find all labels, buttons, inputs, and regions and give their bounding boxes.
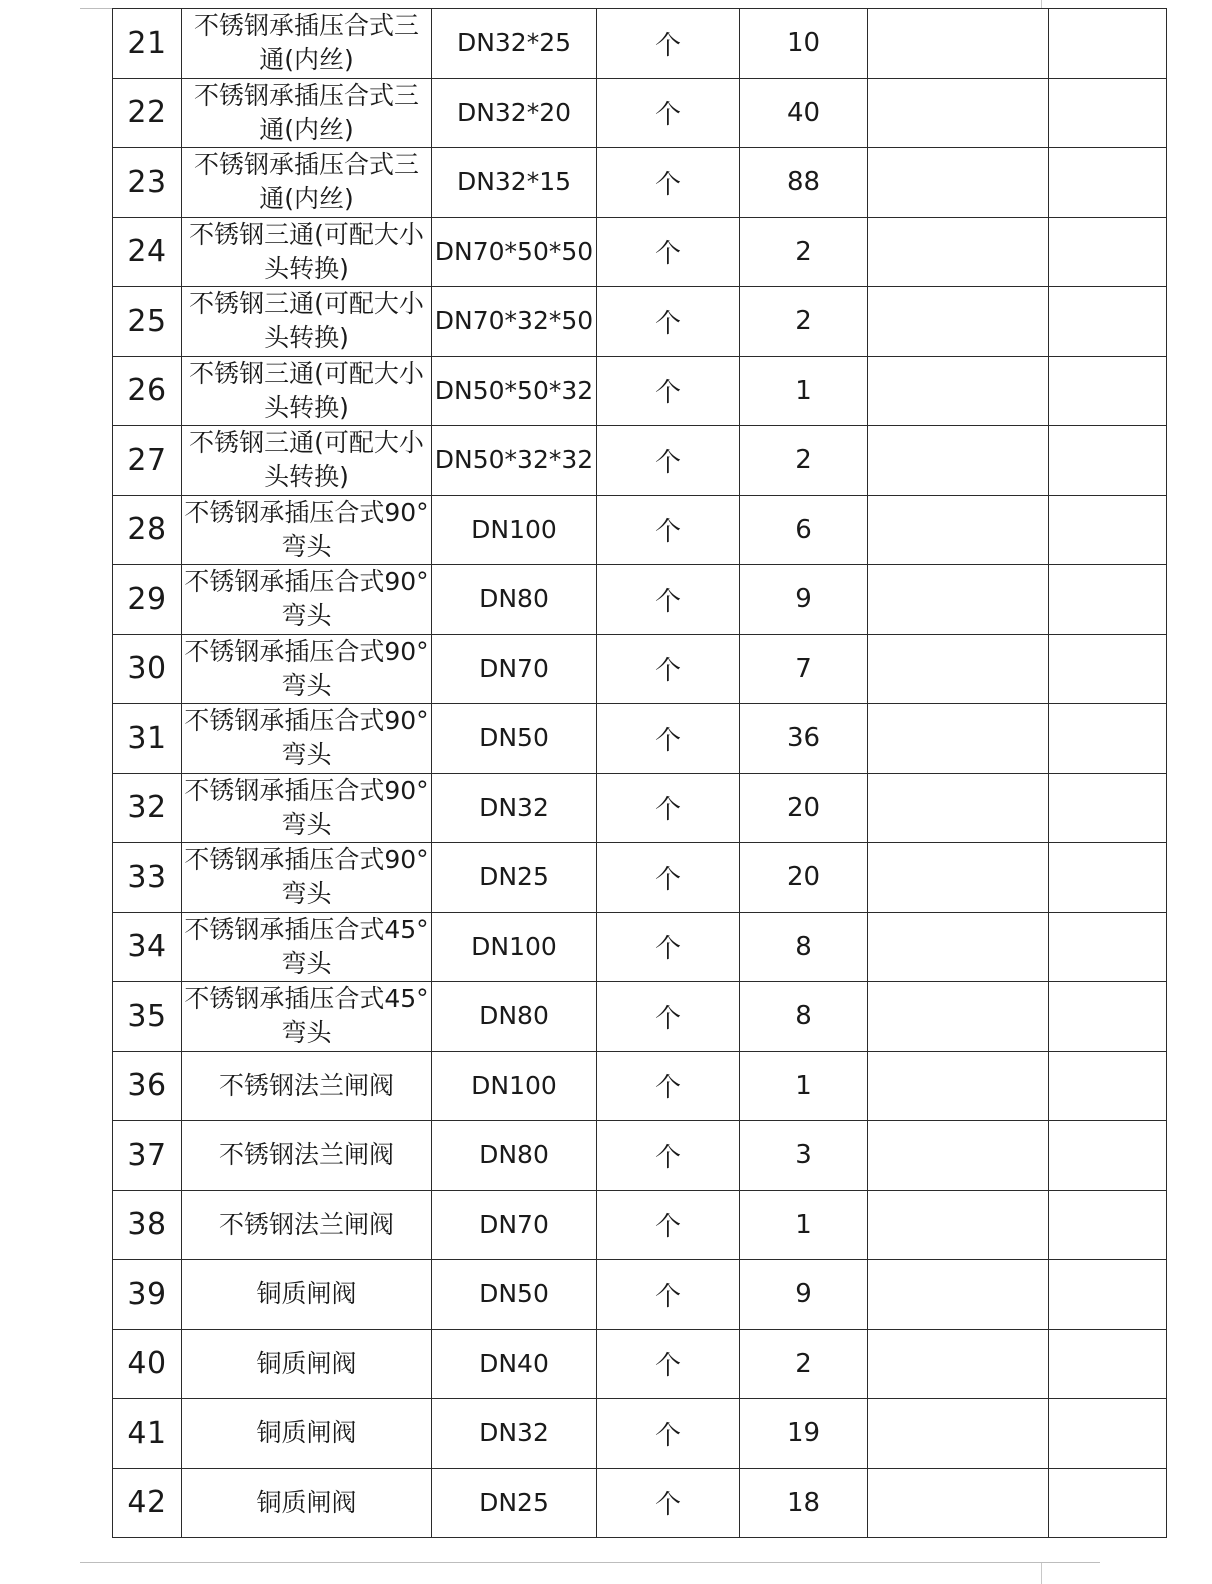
quantity-cell: 1 bbox=[740, 1051, 868, 1121]
unit-cell: 个 bbox=[597, 1399, 740, 1469]
spec-cell: DN32*15 bbox=[432, 148, 597, 218]
spec-cell: DN70 bbox=[432, 1190, 597, 1260]
item-name-cell: 不锈钢承插压合式90°弯头 bbox=[182, 634, 432, 704]
table-row bbox=[113, 78, 1167, 148]
row-number-cell: 34 bbox=[113, 912, 182, 982]
item-name-cell: 不锈钢承插压合式45°弯头 bbox=[182, 912, 432, 982]
quantity-cell: 88 bbox=[740, 148, 868, 218]
unit-cell: 个 bbox=[597, 565, 740, 635]
quantity-cell: 2 bbox=[740, 426, 868, 496]
item-name-cell: 不锈钢三通(可配大小头转换) bbox=[182, 356, 432, 426]
unit-cell: 个 bbox=[597, 356, 740, 426]
blank-cell-6 bbox=[868, 78, 1049, 148]
unit-cell: 个 bbox=[597, 982, 740, 1052]
row-number-cell: 31 bbox=[113, 704, 182, 774]
item-name-cell: 不锈钢承插压合式90°弯头 bbox=[182, 773, 432, 843]
quantity-cell: 9 bbox=[740, 565, 868, 635]
row-number-cell: 40 bbox=[113, 1329, 182, 1399]
quantity-cell: 2 bbox=[740, 287, 868, 357]
spec-cell: DN32*20 bbox=[432, 78, 597, 148]
spec-cell: DN50*32*32 bbox=[432, 426, 597, 496]
blank-cell-7 bbox=[1049, 356, 1167, 426]
page-gap-marker-bottom bbox=[1041, 1563, 1042, 1584]
unit-cell: 个 bbox=[597, 495, 740, 565]
item-name-cell: 不锈钢法兰闸阀 bbox=[182, 1051, 432, 1121]
table-row bbox=[113, 356, 1167, 426]
row-number-cell: 39 bbox=[113, 1260, 182, 1330]
blank-cell-6 bbox=[868, 1190, 1049, 1260]
item-name-cell: 不锈钢承插压合式三通(内丝) bbox=[182, 78, 432, 148]
quantity-cell: 3 bbox=[740, 1121, 868, 1191]
row-number-cell: 24 bbox=[113, 217, 182, 287]
spec-cell: DN32 bbox=[432, 1399, 597, 1469]
blank-cell-6 bbox=[868, 912, 1049, 982]
blank-cell-7 bbox=[1049, 1121, 1167, 1191]
spec-cell: DN40 bbox=[432, 1329, 597, 1399]
row-number-cell: 27 bbox=[113, 426, 182, 496]
blank-cell-6 bbox=[868, 1399, 1049, 1469]
spec-cell: DN25 bbox=[432, 843, 597, 913]
item-name-cell: 铜质闸阀 bbox=[182, 1468, 432, 1538]
quantity-cell: 36 bbox=[740, 704, 868, 774]
blank-cell-7 bbox=[1049, 1190, 1167, 1260]
table-row bbox=[113, 1121, 1167, 1191]
blank-cell-6 bbox=[868, 426, 1049, 496]
unit-cell: 个 bbox=[597, 704, 740, 774]
table-row bbox=[113, 1399, 1167, 1469]
item-name-cell: 不锈钢承插压合式三通(内丝) bbox=[182, 9, 432, 79]
blank-cell-7 bbox=[1049, 1468, 1167, 1538]
unit-cell: 个 bbox=[597, 1121, 740, 1191]
row-number-cell: 21 bbox=[113, 9, 182, 79]
blank-cell-6 bbox=[868, 9, 1049, 79]
quantity-cell: 7 bbox=[740, 634, 868, 704]
row-number-cell: 28 bbox=[113, 495, 182, 565]
spec-cell: DN70 bbox=[432, 634, 597, 704]
spec-cell: DN50 bbox=[432, 704, 597, 774]
blank-cell-7 bbox=[1049, 287, 1167, 357]
row-number-cell: 22 bbox=[113, 78, 182, 148]
blank-cell-6 bbox=[868, 356, 1049, 426]
table-row bbox=[113, 1468, 1167, 1538]
unit-cell: 个 bbox=[597, 148, 740, 218]
spec-cell: DN25 bbox=[432, 1468, 597, 1538]
unit-cell: 个 bbox=[597, 426, 740, 496]
unit-cell: 个 bbox=[597, 1468, 740, 1538]
spec-cell: DN80 bbox=[432, 1121, 597, 1191]
row-number-cell: 32 bbox=[113, 773, 182, 843]
table-row bbox=[113, 982, 1167, 1052]
quantity-cell: 2 bbox=[740, 1329, 868, 1399]
item-name-cell: 不锈钢承插压合式90°弯头 bbox=[182, 565, 432, 635]
blank-cell-6 bbox=[868, 148, 1049, 218]
table-row bbox=[113, 634, 1167, 704]
row-number-cell: 30 bbox=[113, 634, 182, 704]
unit-cell: 个 bbox=[597, 78, 740, 148]
item-name-cell: 不锈钢承插压合式90°弯头 bbox=[182, 843, 432, 913]
table-row bbox=[113, 1260, 1167, 1330]
item-name-cell: 不锈钢三通(可配大小头转换) bbox=[182, 217, 432, 287]
blank-cell-7 bbox=[1049, 495, 1167, 565]
blank-cell-7 bbox=[1049, 1399, 1167, 1469]
blank-cell-6 bbox=[868, 704, 1049, 774]
item-name-cell: 不锈钢承插压合式90°弯头 bbox=[182, 495, 432, 565]
blank-cell-6 bbox=[868, 1051, 1049, 1121]
unit-cell: 个 bbox=[597, 9, 740, 79]
row-number-cell: 36 bbox=[113, 1051, 182, 1121]
blank-cell-7 bbox=[1049, 1051, 1167, 1121]
quantity-cell: 1 bbox=[740, 356, 868, 426]
spec-cell: DN100 bbox=[432, 495, 597, 565]
spec-cell: DN32*25 bbox=[432, 9, 597, 79]
blank-cell-7 bbox=[1049, 426, 1167, 496]
quantity-cell: 10 bbox=[740, 9, 868, 79]
table-row bbox=[113, 1190, 1167, 1260]
materials-table-body bbox=[113, 9, 1167, 1538]
row-number-cell: 42 bbox=[113, 1468, 182, 1538]
blank-cell-7 bbox=[1049, 1329, 1167, 1399]
item-name-cell: 铜质闸阀 bbox=[182, 1329, 432, 1399]
item-name-cell: 不锈钢三通(可配大小头转换) bbox=[182, 426, 432, 496]
unit-cell: 个 bbox=[597, 287, 740, 357]
spec-cell: DN70*32*50 bbox=[432, 287, 597, 357]
page-edge-bottom bbox=[80, 1562, 1100, 1563]
row-number-cell: 29 bbox=[113, 565, 182, 635]
spec-cell: DN100 bbox=[432, 1051, 597, 1121]
table-row bbox=[113, 843, 1167, 913]
quantity-cell: 6 bbox=[740, 495, 868, 565]
blank-cell-6 bbox=[868, 287, 1049, 357]
table-row bbox=[113, 1051, 1167, 1121]
spec-cell: DN70*50*50 bbox=[432, 217, 597, 287]
row-number-cell: 38 bbox=[113, 1190, 182, 1260]
blank-cell-7 bbox=[1049, 78, 1167, 148]
blank-cell-6 bbox=[868, 1121, 1049, 1191]
row-number-cell: 41 bbox=[113, 1399, 182, 1469]
materials-table bbox=[112, 8, 1167, 1538]
item-name-cell: 铜质闸阀 bbox=[182, 1260, 432, 1330]
blank-cell-6 bbox=[868, 1329, 1049, 1399]
blank-cell-7 bbox=[1049, 704, 1167, 774]
table-row bbox=[113, 912, 1167, 982]
blank-cell-7 bbox=[1049, 217, 1167, 287]
blank-cell-6 bbox=[868, 982, 1049, 1052]
quantity-cell: 18 bbox=[740, 1468, 868, 1538]
blank-cell-7 bbox=[1049, 982, 1167, 1052]
item-name-cell: 铜质闸阀 bbox=[182, 1399, 432, 1469]
table-row bbox=[113, 773, 1167, 843]
spec-cell: DN32 bbox=[432, 773, 597, 843]
table-row bbox=[113, 148, 1167, 218]
unit-cell: 个 bbox=[597, 217, 740, 287]
blank-cell-6 bbox=[868, 495, 1049, 565]
blank-cell-6 bbox=[868, 634, 1049, 704]
blank-cell-7 bbox=[1049, 148, 1167, 218]
blank-cell-7 bbox=[1049, 634, 1167, 704]
unit-cell: 个 bbox=[597, 843, 740, 913]
quantity-cell: 8 bbox=[740, 912, 868, 982]
quantity-cell: 20 bbox=[740, 843, 868, 913]
spec-cell: DN80 bbox=[432, 982, 597, 1052]
table-row bbox=[113, 1329, 1167, 1399]
table-row bbox=[113, 704, 1167, 774]
row-number-cell: 25 bbox=[113, 287, 182, 357]
blank-cell-7 bbox=[1049, 912, 1167, 982]
table-row bbox=[113, 9, 1167, 79]
unit-cell: 个 bbox=[597, 912, 740, 982]
item-name-cell: 不锈钢承插压合式90°弯头 bbox=[182, 704, 432, 774]
item-name-cell: 不锈钢法兰闸阀 bbox=[182, 1121, 432, 1191]
table-row bbox=[113, 565, 1167, 635]
spec-cell: DN50 bbox=[432, 1260, 597, 1330]
unit-cell: 个 bbox=[597, 1190, 740, 1260]
item-name-cell: 不锈钢承插压合式45°弯头 bbox=[182, 982, 432, 1052]
blank-cell-7 bbox=[1049, 9, 1167, 79]
spec-cell: DN100 bbox=[432, 912, 597, 982]
blank-cell-6 bbox=[868, 1468, 1049, 1538]
row-number-cell: 35 bbox=[113, 982, 182, 1052]
blank-cell-7 bbox=[1049, 1260, 1167, 1330]
quantity-cell: 9 bbox=[740, 1260, 868, 1330]
item-name-cell: 不锈钢承插压合式三通(内丝) bbox=[182, 148, 432, 218]
quantity-cell: 19 bbox=[740, 1399, 868, 1469]
blank-cell-7 bbox=[1049, 565, 1167, 635]
row-number-cell: 37 bbox=[113, 1121, 182, 1191]
item-name-cell: 不锈钢三通(可配大小头转换) bbox=[182, 287, 432, 357]
table-row bbox=[113, 217, 1167, 287]
row-number-cell: 23 bbox=[113, 148, 182, 218]
quantity-cell: 2 bbox=[740, 217, 868, 287]
blank-cell-7 bbox=[1049, 843, 1167, 913]
blank-cell-6 bbox=[868, 843, 1049, 913]
spec-cell: DN50*50*32 bbox=[432, 356, 597, 426]
unit-cell: 个 bbox=[597, 1260, 740, 1330]
quantity-cell: 1 bbox=[740, 1190, 868, 1260]
table-row bbox=[113, 287, 1167, 357]
table-row bbox=[113, 495, 1167, 565]
quantity-cell: 40 bbox=[740, 78, 868, 148]
unit-cell: 个 bbox=[597, 634, 740, 704]
row-number-cell: 33 bbox=[113, 843, 182, 913]
quantity-cell: 20 bbox=[740, 773, 868, 843]
unit-cell: 个 bbox=[597, 773, 740, 843]
blank-cell-6 bbox=[868, 217, 1049, 287]
item-name-cell: 不锈钢法兰闸阀 bbox=[182, 1190, 432, 1260]
blank-cell-6 bbox=[868, 1260, 1049, 1330]
row-number-cell: 26 bbox=[113, 356, 182, 426]
spec-cell: DN80 bbox=[432, 565, 597, 635]
blank-cell-7 bbox=[1049, 773, 1167, 843]
unit-cell: 个 bbox=[597, 1051, 740, 1121]
blank-cell-6 bbox=[868, 565, 1049, 635]
blank-cell-6 bbox=[868, 773, 1049, 843]
unit-cell: 个 bbox=[597, 1329, 740, 1399]
table-row bbox=[113, 426, 1167, 496]
quantity-cell: 8 bbox=[740, 982, 868, 1052]
